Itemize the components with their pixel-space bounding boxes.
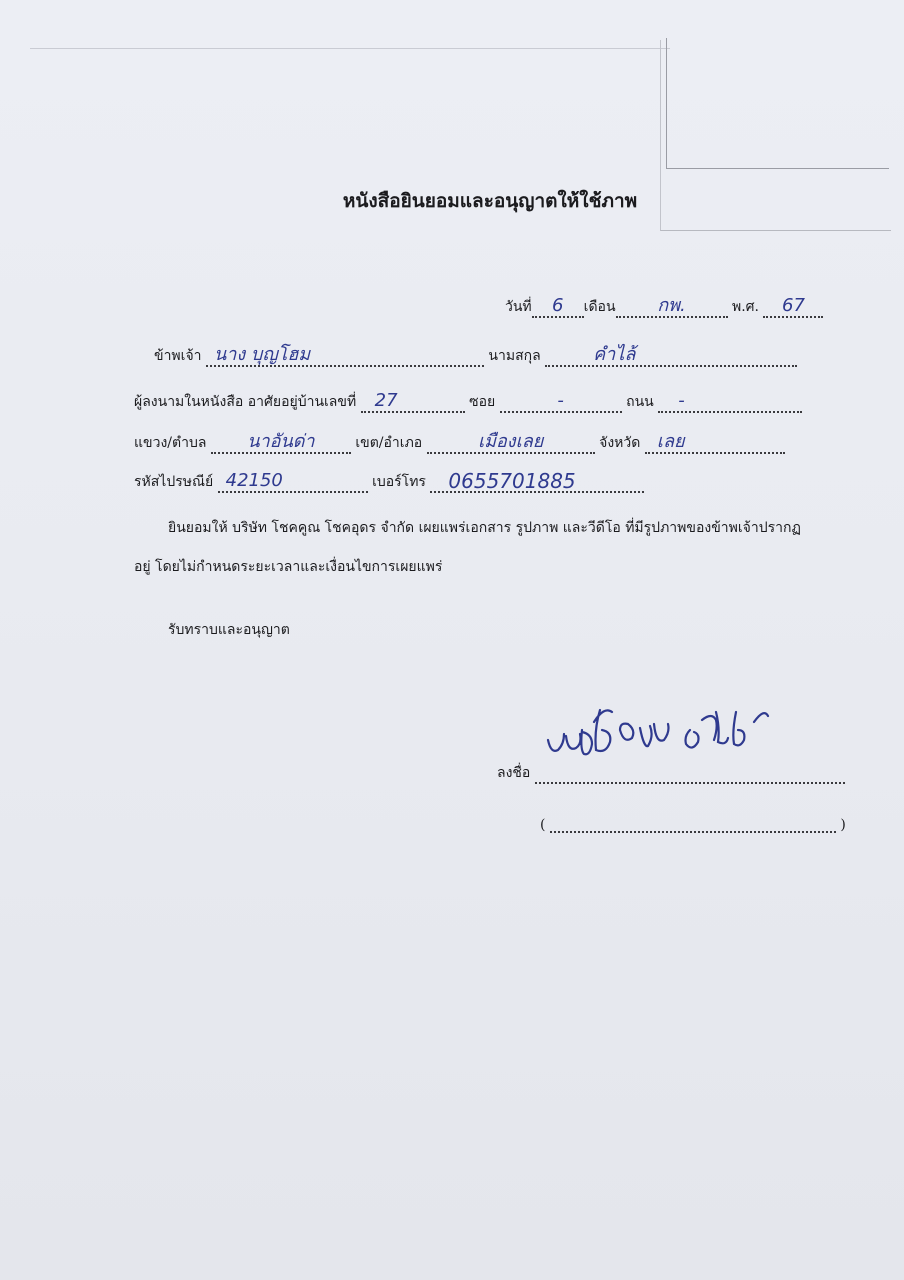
year-field <box>763 295 823 318</box>
name-line <box>154 345 797 367</box>
road-value: - <box>678 390 685 411</box>
road-field <box>658 390 802 413</box>
signature-mark <box>540 700 810 770</box>
year-label: พ.ศ. <box>731 299 759 315</box>
postcode-field <box>218 470 368 493</box>
close-paren: ) <box>840 817 846 833</box>
province-value: เลย <box>656 431 685 452</box>
district-field <box>427 431 595 454</box>
date-line <box>505 296 823 318</box>
day-field <box>532 295 584 318</box>
acknowledge-text: รับทราบและอนุญาต <box>168 622 290 638</box>
signature-label: ลงชื่อ <box>497 765 531 781</box>
printed-name-field <box>550 815 836 833</box>
phone-label: เบอร์โทร <box>372 474 426 490</box>
house-value: 27 <box>374 390 398 411</box>
subdistrict-value: นาอันด่า <box>247 431 315 452</box>
address-line-3 <box>134 471 644 493</box>
province-field <box>645 431 785 454</box>
road-label: ถนน <box>626 394 654 410</box>
phone-field <box>430 469 644 493</box>
month-value: กพ. <box>657 295 686 316</box>
document-title: หนังสือยินยอมและอนุญาตให้ใช้ภาพ <box>342 190 638 212</box>
open-paren: ( <box>540 817 546 833</box>
district-label: เขต/อำเภอ <box>355 435 423 451</box>
consent-line-2: อยู่ โดยไม่กำหนดระยะเวลาและเงื่อนไขการเผยแพร่ <box>134 559 443 575</box>
year-value: 67 <box>782 295 805 316</box>
photo-box <box>666 38 889 169</box>
name-label: ข้าพเจ้า <box>154 348 202 364</box>
house-field <box>361 390 465 413</box>
surname-value: คำไล้ <box>593 344 636 365</box>
name-field <box>206 344 484 367</box>
postcode-value: 42150 <box>225 470 283 491</box>
subdistrict-field <box>211 431 351 454</box>
day-value: 6 <box>551 295 564 316</box>
name-value: นาง บุญโฮม <box>213 344 311 365</box>
address-line-1 <box>134 391 802 413</box>
address-line-2 <box>134 432 785 454</box>
soi-label: ซอย <box>469 394 496 410</box>
consent-line-1: ยินยอมให้ บริษัท โชคคูณ โชคอุดร จำกัด เผยแพร่เอกสาร รูปภาพ และวีดีโอ ที่มีรูปภาพของข้าพเจ้าปรากฏ <box>168 520 801 536</box>
subdistrict-label: แขวง/ตำบล <box>134 435 207 451</box>
surname-label: นามสกุล <box>488 348 541 364</box>
house-label: ผู้ลงนามในหนังสือ อาศัยอยู่บ้านเลขที่ <box>134 394 357 410</box>
surname-field <box>545 344 797 367</box>
soi-field <box>500 390 622 413</box>
district-value: เมืองเลย <box>477 431 544 452</box>
month-label: เดือน <box>583 299 616 315</box>
signature-value <box>0 0 1 1</box>
printed-name-line <box>540 815 846 833</box>
province-label: จังหวัด <box>599 435 641 451</box>
fold-line <box>30 48 670 49</box>
soi-value: - <box>557 390 564 411</box>
month-field <box>616 295 728 318</box>
day-label: วันที่ <box>505 299 532 315</box>
postcode-label: รหัสไปรษณีย์ <box>134 474 214 490</box>
phone-value: 0655701885 <box>448 469 576 493</box>
